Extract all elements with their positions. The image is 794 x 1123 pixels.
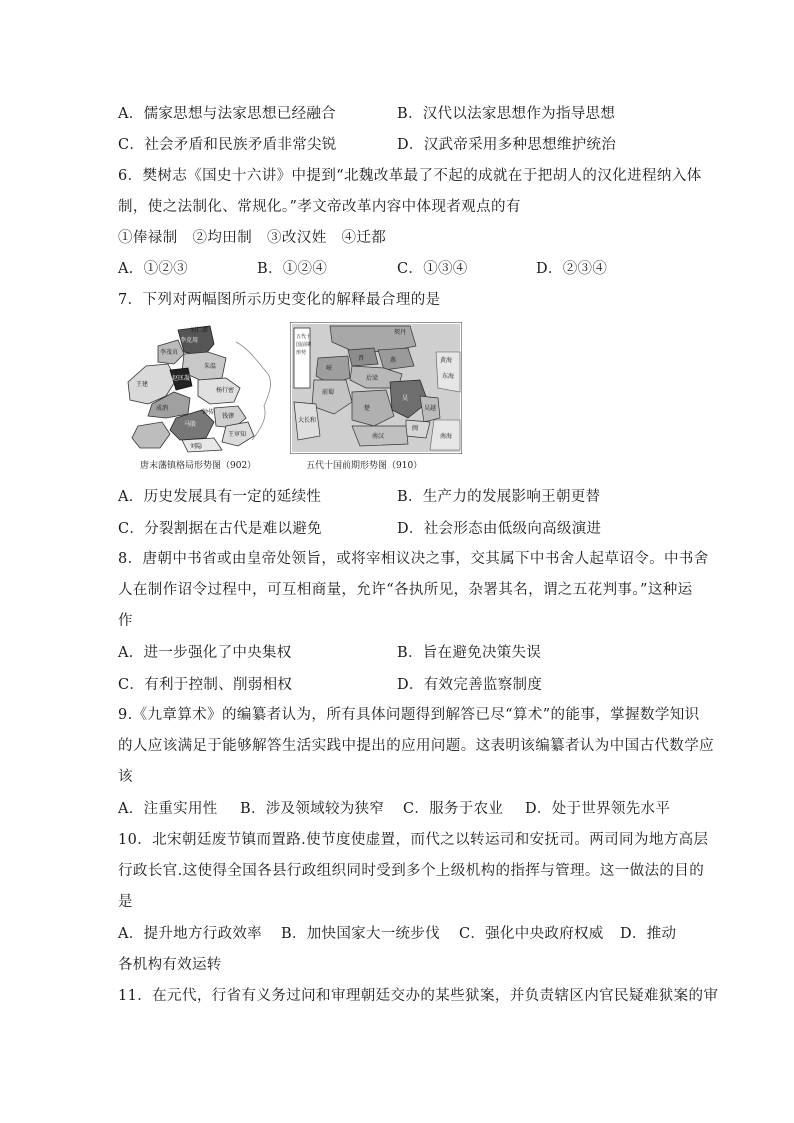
svg-text:燕: 燕 <box>390 357 397 364</box>
svg-text:晋: 晋 <box>358 355 365 362</box>
q10-option-b: B．加快国家大一统步伐 <box>281 926 440 942</box>
q9-option-a: A．注重实用性 <box>118 801 218 817</box>
q8-option-c: C．有利于控制、削弱相权 <box>118 677 293 693</box>
q7-option-c: C．分裂割据在古代是难以避免 <box>118 521 322 537</box>
late-tang-map-caption: 唐末藩镇格局形势图（902） <box>140 461 257 471</box>
q10-stem-line3: 是 <box>118 894 133 910</box>
q6-option-a: A．①②③ <box>118 261 188 277</box>
q8-stem-line1: 8．唐朝中书省或由皇帝处领旨，或将宰相议决之事，交其属下中书舍人起草诏令。中书舍 <box>118 551 709 567</box>
q5-option-d: D．汉武帝采用多种思想维护统治 <box>397 137 617 153</box>
q7-stem: 7．下列对两幅图所示历史变化的解释最合理的是 <box>118 292 441 308</box>
q10-option-c: C．强化中央政府权威 <box>459 926 604 942</box>
svg-text:后梁: 后梁 <box>366 375 379 382</box>
q5-option-c: C．社会矛盾和民族矛盾非常尖锐 <box>118 137 337 153</box>
q6-items: ①俸禄制 ②均田制 ③改汉姓 ④迁都 <box>118 230 387 246</box>
q8-stem-line2: 人在制作诏令过程中，可互相商量，允许“各执所见，杂署其名，谓之五花判事。”这种运 <box>118 582 693 598</box>
svg-text:东海: 东海 <box>442 373 455 380</box>
q6-option-c: C．①③④ <box>397 261 468 277</box>
q9-stem-line3: 该 <box>118 769 133 785</box>
svg-text:南海: 南海 <box>440 433 453 440</box>
svg-text:李茂贞: 李茂贞 <box>160 349 179 356</box>
svg-text:李克用: 李克用 <box>180 337 199 344</box>
q8-stem-line3: 作 <box>118 613 133 629</box>
svg-text:钟传: 钟传 <box>202 409 215 416</box>
svg-text:岐: 岐 <box>326 365 333 372</box>
svg-text:刘仁恭: 刘仁恭 <box>190 327 209 334</box>
q9-option-b: B．涉及领域较为狭窄 <box>240 801 385 817</box>
q9-option-c: C．服务于农业 <box>403 801 504 817</box>
late-tang-map <box>118 322 284 454</box>
svg-text:王审知: 王审知 <box>228 431 247 438</box>
svg-text:赵匡凝: 赵匡凝 <box>172 375 191 382</box>
q6-option-b: B．①②④ <box>257 261 328 277</box>
q8-option-b: B．旨在避免决策失误 <box>397 645 542 661</box>
svg-text:前蜀: 前蜀 <box>322 389 335 396</box>
svg-text:形势: 形势 <box>296 350 307 356</box>
q10-option-d: D．推动 <box>620 926 677 942</box>
svg-text:朱温: 朱温 <box>204 363 217 370</box>
q7-maps-figure <box>118 322 468 472</box>
q7-option-d: D．社会形态由低级向高级演进 <box>397 521 602 537</box>
svg-text:契丹: 契丹 <box>394 329 407 336</box>
q6-stem-line1: 6．樊树志《国史十六讲》中提到“北魏改革最了不起的成就在于把胡人的汉化进程纳入体 <box>118 168 702 184</box>
q9-stem-line2: 的人应该满足于能够解答生活实践中提出的应用问题。这表明该编纂者认为中国古代数学应 <box>118 738 714 754</box>
svg-text:成汭: 成汭 <box>156 405 169 412</box>
svg-text:杨行密: 杨行密 <box>216 387 235 394</box>
svg-text:闽: 闽 <box>412 425 419 432</box>
svg-text:马殷: 马殷 <box>184 421 197 428</box>
q10-option-a: A．提升地方行政效率 <box>118 926 262 942</box>
q10-option-d-continued: 各机构有效运转 <box>118 957 222 973</box>
svg-text:刘隐: 刘隐 <box>190 443 203 450</box>
svg-text:王建: 王建 <box>136 381 149 388</box>
q5-option-a: A．儒家思想与法家思想已经融合 <box>118 106 336 122</box>
q9-stem-line1: 9.《九章算术》的编纂者认为，所有具体问题得到解答已尽“算术”的能事，掌握数学知识 <box>118 707 700 723</box>
q5-option-b: B．汉代以法家思想作为指导思想 <box>397 106 616 122</box>
svg-text:南汉: 南汉 <box>372 433 385 440</box>
svg-text:吴: 吴 <box>402 395 409 402</box>
svg-text:钱镠: 钱镠 <box>222 413 235 420</box>
q8-option-a: A．进一步强化了中央集权 <box>118 645 292 661</box>
q9-option-d: D．处于世界领先水平 <box>525 801 671 817</box>
svg-text:国前期: 国前期 <box>296 342 312 348</box>
q10-stem-line1: 10．北宋朝廷废节镇而置路.使节度使虚置，而代之以转运司和安抚司。两司同为地方高层 <box>118 832 709 848</box>
q11-stem-line1: 11．在元代，行省有义务过问和审理朝廷交办的某些狱案，并负责辖区内官民疑难狱案的审 <box>118 988 719 1004</box>
svg-text:大长和: 大长和 <box>298 417 317 424</box>
svg-text:楚: 楚 <box>364 405 371 412</box>
q6-option-d: D．②③④ <box>536 261 608 277</box>
five-dynasties-map <box>290 322 462 454</box>
svg-text:五代十: 五代十 <box>296 334 312 340</box>
q7-option-b: B．生产力的发展影响王朝更替 <box>397 489 601 505</box>
svg-text:吴越: 吴越 <box>424 405 437 412</box>
five-dynasties-map-caption: 五代十国前期形势图（910） <box>306 461 423 471</box>
svg-text:黄海: 黄海 <box>440 357 453 364</box>
q6-stem-line2: 制，使之法制化、常规化。”孝文帝改革内容中体现者观点的有 <box>118 199 521 215</box>
q8-option-d: D．有效完善监察制度 <box>397 677 543 693</box>
q7-option-a: A．历史发展具有一定的延续性 <box>118 489 322 505</box>
q10-stem-line2: 行政长官.这使得全国各县行政组织同时受到多个上级机构的指挥与管理。这一做法的目的 <box>118 863 705 879</box>
